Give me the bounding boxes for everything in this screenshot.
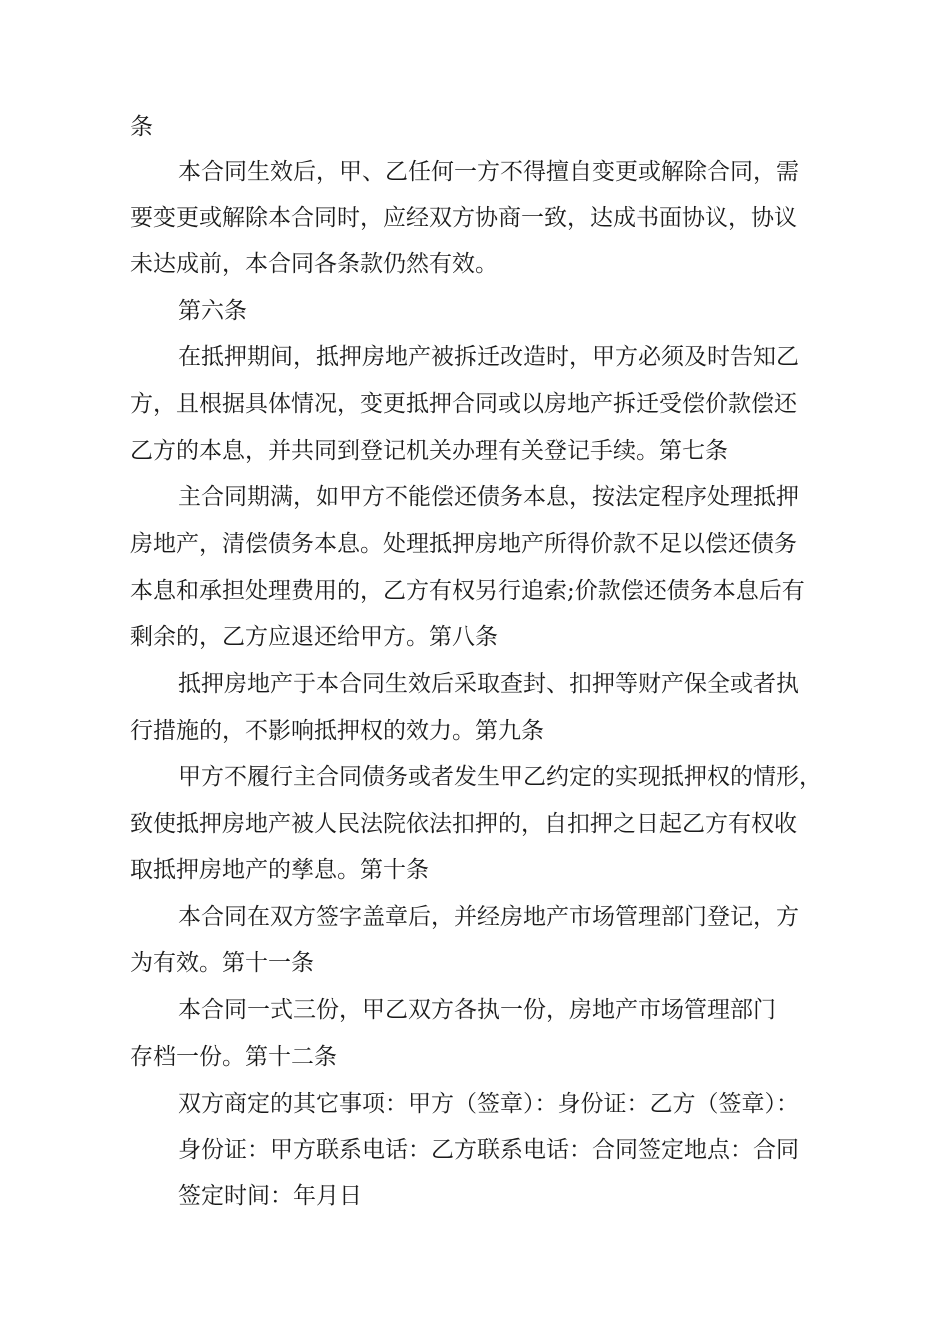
- text-line: 抵押房地产于本合同生效后采取查封、扣押等财产保全或者执: [178, 671, 799, 697]
- text-line: 本合同在双方签字盖章后，并经房地产市场管理部门登记，方: [178, 904, 799, 930]
- text-line: 主合同期满，如甲方不能偿还债务本息，按法定程序处理抵押: [178, 484, 799, 510]
- text-line: 方，且根据具体情况，变更抵押合同或以房地产拆迁受偿价款偿还: [130, 391, 797, 417]
- text-line: 本息和承担处理费用的，乙方有权另行追索;价款偿还债务本息后有: [130, 578, 805, 604]
- text-line: 双方商定的其它事项：甲方（签章）：身份证：乙方（签章）：: [178, 1091, 799, 1117]
- text-line: 条: [130, 114, 153, 140]
- section-heading: 第六条: [178, 298, 247, 324]
- text-line: 本合同生效后，甲、乙任何一方不得擅自变更或解除合同，需: [178, 159, 799, 185]
- text-line: 乙方的本息，并共同到登记机关办理有关登记手续。第七条: [130, 438, 728, 464]
- text-line: 房地产，清偿债务本息。处理抵押房地产所得价款不足以偿还债务: [130, 531, 797, 557]
- text-line: 身份证：甲方联系电话：乙方联系电话：合同签定地点：合同: [178, 1137, 799, 1163]
- text-line: 本合同一式三份，甲乙双方各执一份，房地产市场管理部门: [178, 997, 776, 1023]
- text-line: 为有效。第十一条: [130, 950, 314, 976]
- text-line: 存档一份。第十二条: [130, 1044, 337, 1070]
- text-line: 行措施的，不影响抵押权的效力。第九条: [130, 718, 544, 744]
- text-line: 致使抵押房地产被人民法院依法扣押的，自扣押之日起乙方有权收: [130, 811, 797, 837]
- text-line: 要变更或解除本合同时，应经双方协商一致，达成书面协议，协议: [130, 205, 797, 231]
- text-line: 在抵押期间，抵押房地产被拆迁改造时，甲方必须及时告知乙: [178, 344, 799, 370]
- text-line: 剩余的，乙方应退还给甲方。第八条: [130, 624, 498, 650]
- text-line: 取抵押房地产的孳息。第十条: [130, 857, 429, 883]
- text-line: 未达成前，本合同各条款仍然有效。: [130, 251, 498, 277]
- text-line: 甲方不履行主合同债务或者发生甲乙约定的实现抵押权的情形，: [178, 764, 822, 790]
- text-line: 签定时间：年月日: [178, 1183, 362, 1209]
